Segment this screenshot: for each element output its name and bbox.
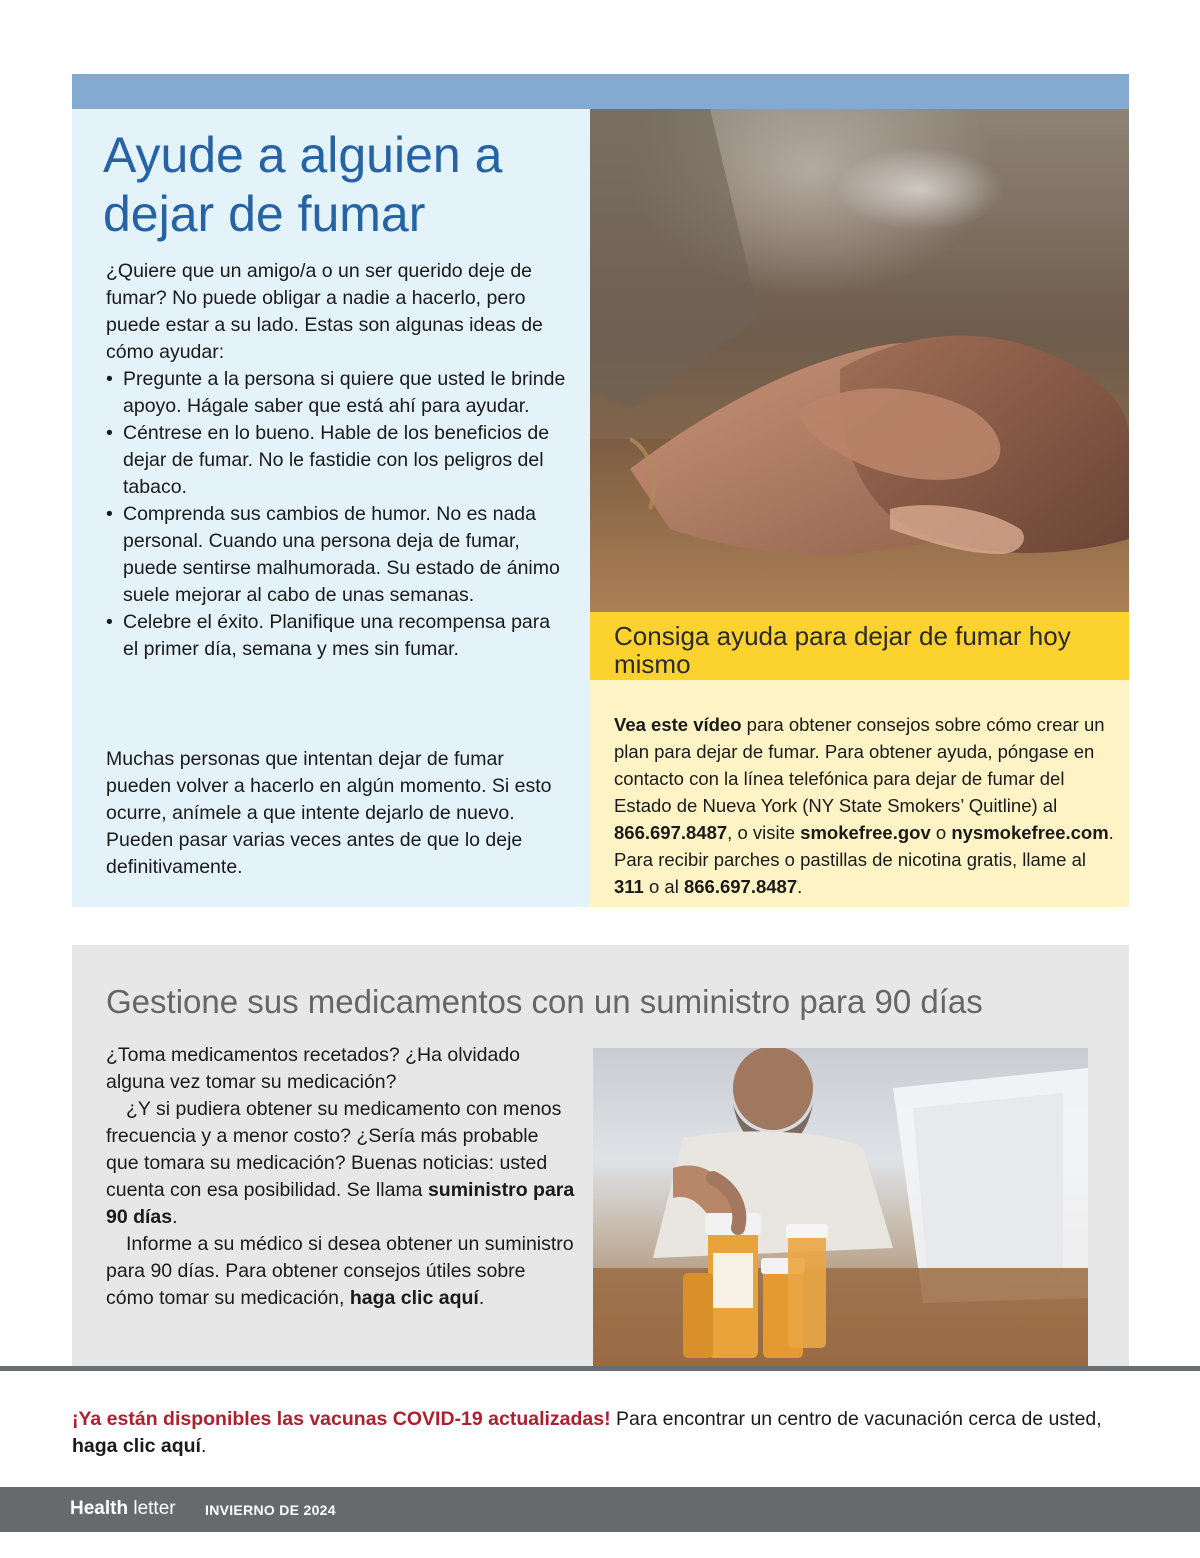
list-item [106,420,566,501]
callout-text [614,711,1114,900]
medication-title: Gestione sus medicamentos con un suministro para 90 días [106,983,983,1020]
covid-link[interactable]: haga clic aquí [72,1435,201,1457]
covid-text: Para encontrar un centro de vacunación cerca de usted, [610,1408,1102,1430]
bullet-icon: • [106,368,113,390]
phone-311[interactable]: 311 [614,875,644,897]
covid-notice [72,1406,1132,1460]
holding-hands-illustration [590,109,1129,612]
quitline-phone[interactable]: 866.697.8487 [614,821,728,843]
footer-issue-date: INVIERNO DE 2024 [205,1502,336,1518]
callout-text-5: o al [643,875,684,897]
callout-text-6: . [797,875,803,897]
list-item [106,366,566,420]
medication-photo [593,1048,1088,1367]
nysmokefree-link[interactable]: nysmokefree.com [951,821,1109,843]
tip-text: Celebre el éxito. Planifique una recompensa para el primer día, semana y mes sin fumar. [123,611,551,660]
callout-title: Consiga ayuda para dejar de fumar hoy mismo [614,621,1071,679]
article-title: Ayude a alguien a dejar de fumar [103,127,503,242]
tip-text: Pregunte a la persona si quiere que usted le brinde apoyo. Hágale saber que está ahí para ayudar. [123,368,566,417]
man-with-pill-bottles-illustration [593,1048,1088,1367]
smokefree-link[interactable]: smokefree.gov [800,821,931,843]
bullet-icon: • [106,611,113,633]
holding-hands-photo [590,109,1129,612]
bullet-icon: • [106,422,113,444]
video-link[interactable]: Vea este vídeo [614,713,742,735]
medication-tips-link[interactable]: haga clic aquí [349,1287,479,1309]
callout-text-2: , o visite [727,821,801,843]
medication-para-2 [106,1096,576,1231]
supply-90-days: suministro para 90 días [106,1179,575,1228]
footer-brand-rest: letter [128,1498,176,1519]
callout-text-1: para obtener consejos sobre cómo crear un plan para dejar de fumar. Para obtener ayuda, póngase en contacto con la línea telefónica para dejar de fumar del Estado de Nueva York (NY State Smokers’ Quitline) al [614,713,1105,816]
medication-text [106,1042,576,1312]
tip-text: Comprenda sus cambios de humor. No es nada personal. Cuando una persona deja de fumar, puede sentirse malhumorada. Su estado de ánimo suele mejorar al cabo de unas semanas. [123,503,560,606]
medication-para-2-end: . [172,1206,178,1228]
header-accent-bar [72,74,1129,109]
section-divider [0,1366,1200,1371]
callout-text-4: . Para recibir parches o pastillas de nicotina gratis, llame al [614,821,1114,870]
covid-highlight: ¡Ya están disponibles las vacunas COVID-19 actualizadas! [72,1408,611,1430]
article-intro: ¿Quiere que un amigo/a o un ser querido deje de fumar? No puede obligar a nadie a hacerlo, pero puede estar a su lado. Estas son algunas ideas de cómo ayudar: [106,260,543,363]
nicotine-phone[interactable]: 866.697.8487 [683,875,798,897]
bullet-icon: • [106,503,113,525]
article-closing: Muchas personas que intentan dejar de fumar pueden volver a hacerlo en algún momento. Si esto ocurre, anímele a que intente dejarlo de nuevo. Pueden pasar varias veces antes de que lo deje definitivamente. [106,748,552,878]
footer-bar [0,1487,1200,1532]
medication-para-2-text: ¿Y si pudiera obtener su medicamento con menos frecuencia y a menor costo? ¿Sería más probable que tomara su medicación? Buenas noticias: usted cuenta con esa posibilidad. Se llama [106,1098,562,1201]
footer-brand-bold: Health [70,1498,129,1519]
callout-text-3: o [930,821,952,843]
tip-text: Céntrese en lo bueno. Hable de los beneficios de dejar de fumar. No le fastidie con los peligros del tabaco. [123,422,550,498]
covid-end: . [200,1435,207,1457]
medication-para-3-end: . [478,1287,485,1309]
footer-brand [70,1497,176,1521]
tips-list [106,366,566,663]
list-item [106,501,566,609]
medication-para-1: ¿Toma medicamentos recetados? ¿Ha olvidado alguna vez tomar su medicación? [106,1044,521,1093]
medication-para-3 [106,1231,576,1312]
medication-para-3-text: Informe a su médico si desea obtener un suministro para 90 días. Para obtener consejos útiles sobre cómo tomar su medicación, [106,1233,574,1309]
list-item [106,609,566,663]
